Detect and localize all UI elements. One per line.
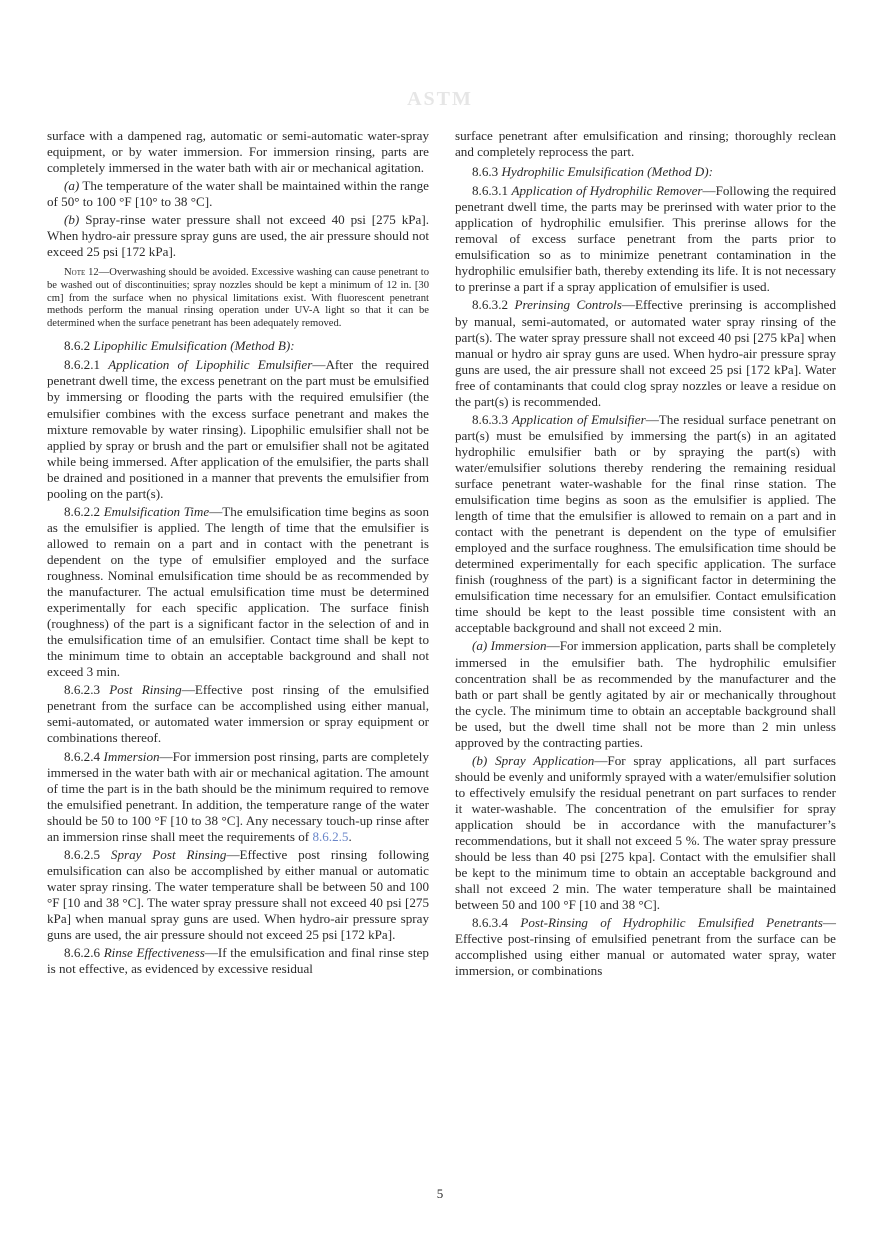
section-text: —For immersion post rinsing, parts are completely immersed in the water bath with air or mechanical agitation. The amount of time the part is in the bath should be the minimum required to remove the emulsified penetrant. In addition, the temperature range of the water should be 50 to 100 °F [10 to 38 °C]. Any necessary touch-up rinse after an immersion rinse shall meet the requirements of (47, 748, 429, 844)
item-label: (a) (64, 178, 80, 194)
note-label: Note 12 (64, 267, 99, 279)
item-text: The temperature of the water shall be maintained within the range of 50° to 100 °F [10° to 38 °C]. (47, 178, 429, 210)
page-header-watermark: ASTM (407, 88, 473, 110)
section-number: 8.6.2.1 (64, 357, 101, 373)
section-title: Application of Lipophilic Emulsifier (108, 357, 313, 373)
section-number: 8.6.3 (472, 164, 499, 180)
section-number: 8.6.2.4 (64, 748, 101, 764)
paragraph-8-6-3-2 (455, 297, 836, 409)
paragraph-8-6-2-4 (47, 749, 429, 845)
section-title: Post-Rinsing of Hydrophilic Emulsified Penetrants (520, 915, 823, 931)
section-title: Hydrophilic Emulsification (Method D): (501, 164, 713, 180)
note-text: —Overwashing should be avoided. Excessive washing can cause penetrant to be washed out of discontinuities; spray nozzles should be kept a minimum of 12 in. [30 cm] from the surface when no physical limitations exist. With fluorescent penetrant methods perform the manual rinsing operation under UV-A light so that it can be determined when the surface penetrant has been adequately removed. (47, 267, 430, 329)
section-title: Immersion (103, 748, 160, 764)
section-number: 8.6.2.5 (64, 846, 101, 862)
paragraph-a (47, 178, 429, 210)
paragraph: surface with a dampened rag, automatic or semi-automatic water-spray equipment, or by water immersion. For immersion rinsing, parts are completely immersed in the water bath with air or mechanical agitation. (47, 128, 429, 176)
section-number: 8.6.3.1 (472, 183, 509, 199)
section-title: Post Rinsing (109, 682, 182, 698)
section-number: 8.6.3.4 (472, 915, 509, 931)
section-number: 8.6.2.6 (64, 945, 101, 961)
section-text: —After the required penetrant dwell time, the excess penetrant on the part must be emulsified by immersing or flooding the parts with the required emulsifier (the emulsifier combines with the excess surface penetrant and makes the mixture removable by water rinsing). Lipophilic emulsifier shall not be applied by spray or brush and the part or emulsifier shall not be agitated while being immersed. After application of the emulsifier, the parts shall be drained and positioned in a manner that prevents the emulsifier from pooling on the part(s). (47, 357, 430, 501)
paragraph-8-6-3-1 (455, 183, 836, 295)
section-number: 8.6.2.3 (64, 682, 101, 698)
section-text: —Effective post-rinsing of emulsified penetrant from the surface can be accomplished using either manual or automated water spray, water immersion, or combinations (455, 915, 836, 979)
section-number: 8.6.3.3 (472, 411, 509, 427)
section-heading-8-6-2 (47, 338, 429, 354)
section-title: Emulsification Time (103, 503, 210, 519)
section-title: Spray Post Rinsing (110, 846, 227, 862)
paragraph-8-6-2-2 (47, 504, 429, 681)
section-text: —The emulsification time begins as soon as the emulsifier is applied. The length of time that the emulsifier is allowed to remain on a part and in contact with the penetrant is dependent on the type of emulsifier employed and the surface roughness. Nominal emulsification time should be as recommended by the manufacturer. The actual emulsification time must be determined experimentally for each specific application. The surface finish (roughness) of the part is a significant factor in the selection of and in the emulsification time of an emulsifier. Contact time shall be kept to the minimum time to obtain an acceptable background and shall not exceed 3 min. (47, 503, 429, 680)
paragraph-8-6-2-3 (47, 682, 429, 746)
note-12 (47, 267, 429, 330)
section-title: Application of Hydrophilic Remover (511, 183, 703, 199)
right-column (455, 128, 836, 981)
paragraph: surface penetrant after emulsification and rinsing; thoroughly reclean and completely reprocess the part. (455, 128, 836, 160)
paragraph-b (47, 212, 429, 260)
item-label: (b) Spray Application (472, 752, 595, 768)
item-text: —For immersion application, parts shall be completely immersed in the emulsifier bath. The hydrophilic emulsifier concentration shall be as recommended by the manufacturer and the bath or part shall be gently agitated by air or mechanically throughout the cycle. The minimum time to obtain an acceptable background shall be used, but the dwell time shall not be more than 2 min unless approved by the contracting parties. (455, 638, 836, 750)
section-title: Application of Emulsifier (511, 411, 646, 427)
cross-reference-link[interactable]: 8.6.2.5 (312, 828, 349, 844)
item-label: (b) (64, 212, 80, 228)
section-number: 8.6.2.2 (64, 503, 101, 519)
section-title: Lipophilic Emulsification (Method B): (93, 338, 295, 354)
section-text: —Following the required penetrant dwell time, the parts may be prerinsed with water prior to the application of hydrophilic emulsifier. This prerinse allows for the removal of excess surface penetrant from the parts prior to emulsification so as to minimize penetrant contamination in the hydrophilic emulsifier bath, thereby extending its life. It is not necessary to prerinse a part if a spray application of emulsifier is used. (455, 183, 836, 295)
page-number: 5 (436, 1186, 444, 1201)
section-number: 8.6.3.2 (472, 297, 509, 313)
section-text: —Effective post rinsing following emulsification can also be accomplished by either manual or automatic water spray rinsing. The water temperature shall be between 50 and 100 °F [10 and 38 °C]. The water spray pressure shall not exceed 40 psi [275 kPa] when manual spray guns are used. When hydro-air pressure spray guns are used, the air pressure should not exceed 25 psi [172 kPa]. (47, 846, 429, 943)
item-label: (a) Immersion (472, 638, 547, 654)
section-text: —Effective prerinsing is accomplished by manual, semi-automated, or automated water spray rinsing of the part(s). The water spray pressure shall not exceed 40 psi [275 kPa] when manual or hydro air spray guns are used. When hydro-air pressure spray guns are used, the air pressure shall not exceed 25 psi [172 kPa]. Water free of contaminants that could clog spray nozzles or leave a residue on the part(s) is recommended. (455, 297, 837, 409)
paragraph-a-immersion (455, 638, 836, 750)
paragraph-8-6-3-4 (455, 915, 836, 979)
section-number: 8.6.2 (64, 338, 91, 354)
paragraph-8-6-2-1 (47, 357, 429, 501)
section-text: —Effective post rinsing of the emulsified penetrant from the surface can be accomplished using either manual, semi-automated, or automated water immersion or spray equipment or combinations thereof. (47, 682, 429, 746)
section-title: Rinse Effectiveness (103, 945, 205, 961)
section-text-end: . (348, 828, 352, 844)
section-text: —The residual surface penetrant on part(s) must be emulsified by immersing the part(s) in an agitated hydrophilic emulsifier bath or by spraying the part(s) with water/emulsifier solutions thereby rendering the remaining residual surface penetrant water-washable for the final rinse station. The emulsification time begins as soon as the emulsifier is applied. The length of time that the emulsifier is allowed to remain on a part and in contact with the penetrant is dependent on the type of emulsifier employed and the surface roughness. The emulsification time should be determined experimentally for each specific application. The surface finish (roughness of the part) is a significant factor in determining the emulsification time necessary for an emulsifier. Contact emulsification time should be kept to the least possible time consistent with an acceptable background and shall not exceed 2 min. (455, 411, 836, 636)
left-column (47, 128, 429, 979)
section-heading-8-6-3 (455, 164, 836, 180)
paragraph-8-6-2-6 (47, 945, 429, 977)
item-text: —For spray applications, all part surfaces should be evenly and uniformly sprayed with a water/emulsifier solution to effectively emulsify the residual penetrant on part surfaces to render it water-washable. The concentration of the emulsifier for spray application should be in accordance with the manufacturer’s recommendations, but it shall not exceed 5 %. The water spray pressure should be less than 40 psi [275 kpa]. Contact with the emulsifier shall be kept to the minimum time to obtain an acceptable background and shall not exceed 2 min. The water temperature shall be maintained between 50 and 100 °F [10 and 38 °C]. (455, 752, 836, 913)
paragraph-b-spray-application (455, 753, 836, 913)
paragraph-8-6-3-3 (455, 412, 836, 637)
section-text: —If the emulsification and final rinse step is not effective, as evidenced by excessive residual (47, 945, 429, 977)
section-title: Prerinsing Controls (514, 297, 622, 313)
paragraph-8-6-2-5 (47, 847, 429, 943)
item-text: Spray-rinse water pressure shall not exceed 40 psi [275 kPa]. When hydro-air pressure spray guns are used, the air pressure should not exceed 25 psi [172 kPa]. (47, 212, 429, 260)
